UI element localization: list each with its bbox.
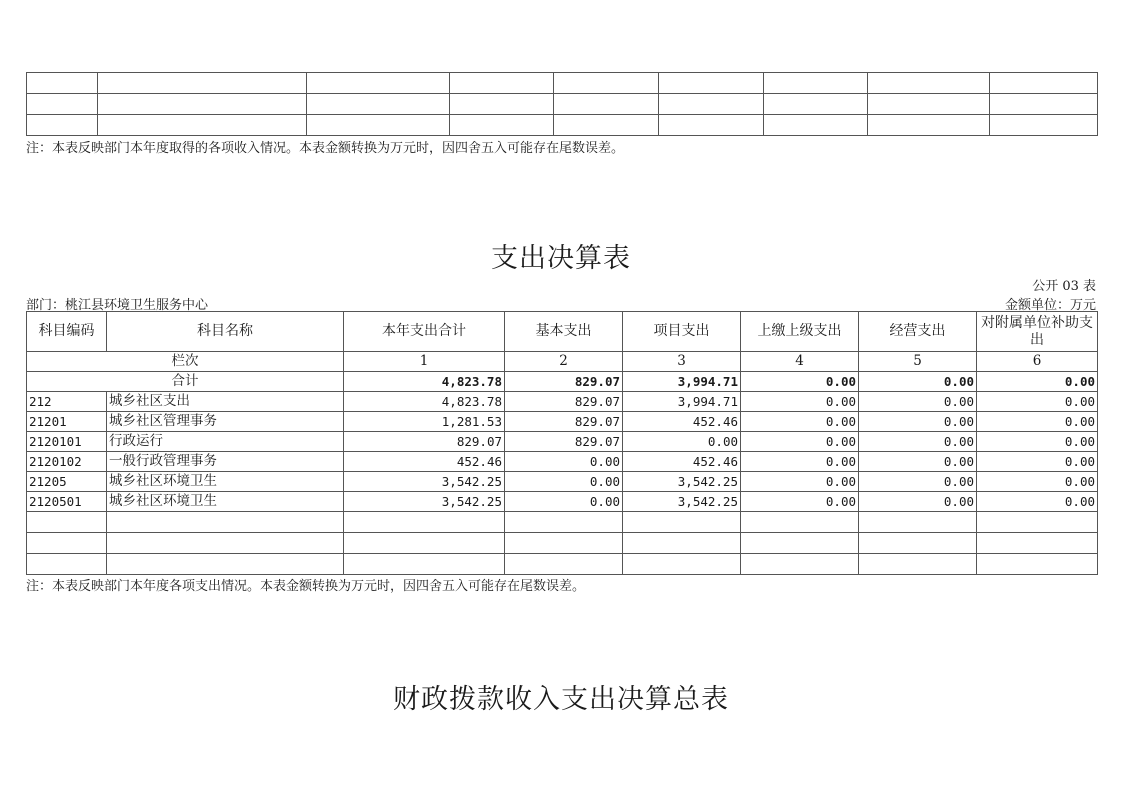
table-row: [27, 492, 1098, 512]
amount-cell: 0.00: [741, 432, 859, 452]
blank-row: [27, 512, 1098, 533]
amount-cell: 452.46: [623, 412, 741, 432]
department-label: 部门：桃江县环境卫生服务中心: [26, 298, 209, 313]
table-cell: [990, 115, 1098, 136]
table-row: [27, 472, 1098, 492]
table-row: [27, 452, 1098, 472]
amount-cell: 452.46: [623, 452, 741, 472]
amount-cell: 0.00: [741, 492, 859, 512]
table-cell: [764, 73, 868, 94]
amount-cell: 0.00: [505, 472, 623, 492]
amount-cell: 0.00: [741, 392, 859, 412]
table-cell: [107, 554, 344, 575]
header-row: [27, 312, 1098, 352]
table-cell: [859, 512, 977, 533]
amount-cell: 0.00: [859, 392, 977, 412]
income-table-remnant: [26, 72, 1098, 136]
table-cell: [27, 554, 107, 575]
table-row: [27, 94, 1098, 115]
amount-cell: 829.07: [505, 432, 623, 452]
amount-cell: 0.00: [859, 472, 977, 492]
header-total-expense: 本年支出合计: [344, 312, 505, 352]
subject-name: 行政运行: [107, 432, 344, 452]
table-cell: [505, 554, 623, 575]
subject-name: 城乡社区支出: [107, 392, 344, 412]
table-cell: [450, 115, 554, 136]
amount-cell: 0.00: [623, 432, 741, 452]
total-value: 0.00: [741, 372, 859, 392]
total-value: 0.00: [977, 372, 1098, 392]
expense-data-rows: [27, 392, 1098, 512]
header-operating-expense: 经营支出: [859, 312, 977, 352]
subject-name: 城乡社区环境卫生: [107, 492, 344, 512]
table-cell: [554, 94, 659, 115]
amount-cell: 0.00: [977, 472, 1098, 492]
total-row: [27, 372, 1098, 392]
table-cell: [868, 73, 990, 94]
table-cell: [307, 94, 450, 115]
subject-code: 2120501: [27, 492, 107, 512]
table-cell: [98, 73, 307, 94]
table-cell: [990, 94, 1098, 115]
income-table-body: [27, 73, 1098, 136]
table-cell: [27, 115, 98, 136]
table-cell: [27, 94, 98, 115]
table-cell: [344, 533, 505, 554]
table-cell: [450, 73, 554, 94]
blank-row: [27, 554, 1098, 575]
table-cell: [764, 94, 868, 115]
table-cell: [554, 73, 659, 94]
table-cell: [623, 512, 741, 533]
amount-cell: 0.00: [859, 432, 977, 452]
subject-code: 2120101: [27, 432, 107, 452]
expense-table-note: 注：本表反映部门本年度各项支出情况。本表金额转换为万元时，因四舍五入可能存在尾数误差。: [26, 579, 586, 594]
table-cell: [868, 115, 990, 136]
table-cell: [505, 533, 623, 554]
index-col: 6: [977, 352, 1098, 372]
index-col: 3: [623, 352, 741, 372]
amount-cell: 3,542.25: [623, 472, 741, 492]
index-col: 2: [505, 352, 623, 372]
amount-cell: 3,994.71: [623, 392, 741, 412]
table-cell: [505, 512, 623, 533]
amount-cell: 452.46: [344, 452, 505, 472]
table-cell: [741, 512, 859, 533]
table-row: [27, 73, 1098, 94]
table-cell: [554, 115, 659, 136]
table-cell: [27, 73, 98, 94]
table-cell: [741, 533, 859, 554]
subject-name: 城乡社区管理事务: [107, 412, 344, 432]
table-cell: [859, 533, 977, 554]
amount-cell: 0.00: [741, 472, 859, 492]
amount-cell: 829.07: [505, 392, 623, 412]
amount-cell: 0.00: [977, 452, 1098, 472]
table-row: [27, 115, 1098, 136]
table-cell: [307, 115, 450, 136]
subject-code: 21201: [27, 412, 107, 432]
index-col: 4: [741, 352, 859, 372]
fiscal-table-title: 财政拨款收入支出决算总表: [393, 684, 729, 715]
amount-cell: 0.00: [741, 412, 859, 432]
amount-cell: 4,823.78: [344, 392, 505, 412]
income-table-note: 注：本表反映部门本年度取得的各项收入情况。本表金额转换为万元时，因四舍五入可能存在尾数误差。: [26, 141, 625, 156]
table-row: [27, 392, 1098, 412]
subject-name: 城乡社区环境卫生: [107, 472, 344, 492]
table-row: [27, 432, 1098, 452]
table-cell: [859, 554, 977, 575]
amount-cell: 0.00: [977, 412, 1098, 432]
header-subject-name: 科目名称: [107, 312, 344, 352]
header-project-expense: 项目支出: [623, 312, 741, 352]
amount-cell: 0.00: [977, 492, 1098, 512]
header-basic-expense: 基本支出: [505, 312, 623, 352]
expense-table-title: 支出决算表: [491, 243, 631, 274]
expense-table: [26, 311, 1098, 575]
table-cell: [659, 73, 764, 94]
table-cell: [307, 73, 450, 94]
total-value: 3,994.71: [623, 372, 741, 392]
table-cell: [344, 554, 505, 575]
table-cell: [623, 533, 741, 554]
table-row: [27, 412, 1098, 432]
total-value: 829.07: [505, 372, 623, 392]
amount-cell: 0.00: [505, 452, 623, 472]
table-cell: [868, 94, 990, 115]
table-cell: [450, 94, 554, 115]
table-cell: [977, 512, 1098, 533]
header-subsidy-affiliates: 对附属单位补助支出: [977, 312, 1098, 352]
amount-cell: 3,542.25: [623, 492, 741, 512]
amount-cell: 829.07: [505, 412, 623, 432]
table-cell: [659, 94, 764, 115]
amount-cell: 1,281.53: [344, 412, 505, 432]
table-cell: [623, 554, 741, 575]
index-col: 1: [344, 352, 505, 372]
amount-cell: 0.00: [859, 492, 977, 512]
table-cell: [98, 94, 307, 115]
amount-cell: 0.00: [859, 452, 977, 472]
amount-cell: 829.07: [344, 432, 505, 452]
amount-cell: 0.00: [977, 392, 1098, 412]
amount-cell: 3,542.25: [344, 492, 505, 512]
total-row-label: 合计: [27, 372, 344, 392]
amount-cell: 0.00: [859, 412, 977, 432]
subject-code: 2120102: [27, 452, 107, 472]
amount-unit-label: 金额单位：万元: [1004, 298, 1096, 313]
form-code: 公开 03 表: [1032, 279, 1096, 294]
table-cell: [741, 554, 859, 575]
subject-code: 212: [27, 392, 107, 412]
table-cell: [990, 73, 1098, 94]
table-cell: [977, 533, 1098, 554]
blank-row: [27, 533, 1098, 554]
table-cell: [27, 533, 107, 554]
table-cell: [344, 512, 505, 533]
table-cell: [764, 115, 868, 136]
header-subject-code: 科目编码: [27, 312, 107, 352]
amount-cell: 3,542.25: [344, 472, 505, 492]
amount-cell: 0.00: [741, 452, 859, 472]
subject-name: 一般行政管理事务: [107, 452, 344, 472]
total-value: 0.00: [859, 372, 977, 392]
header-remit-superior: 上缴上级支出: [741, 312, 859, 352]
total-value: 4,823.78: [344, 372, 505, 392]
table-cell: [977, 554, 1098, 575]
index-row-label: 栏次: [27, 352, 344, 372]
table-cell: [98, 115, 307, 136]
index-row: [27, 352, 1098, 372]
table-cell: [27, 512, 107, 533]
expense-blank-rows: [27, 512, 1098, 575]
table-cell: [107, 512, 344, 533]
amount-cell: 0.00: [977, 432, 1098, 452]
index-col: 5: [859, 352, 977, 372]
amount-cell: 0.00: [505, 492, 623, 512]
subject-code: 21205: [27, 472, 107, 492]
table-cell: [659, 115, 764, 136]
table-cell: [107, 533, 344, 554]
